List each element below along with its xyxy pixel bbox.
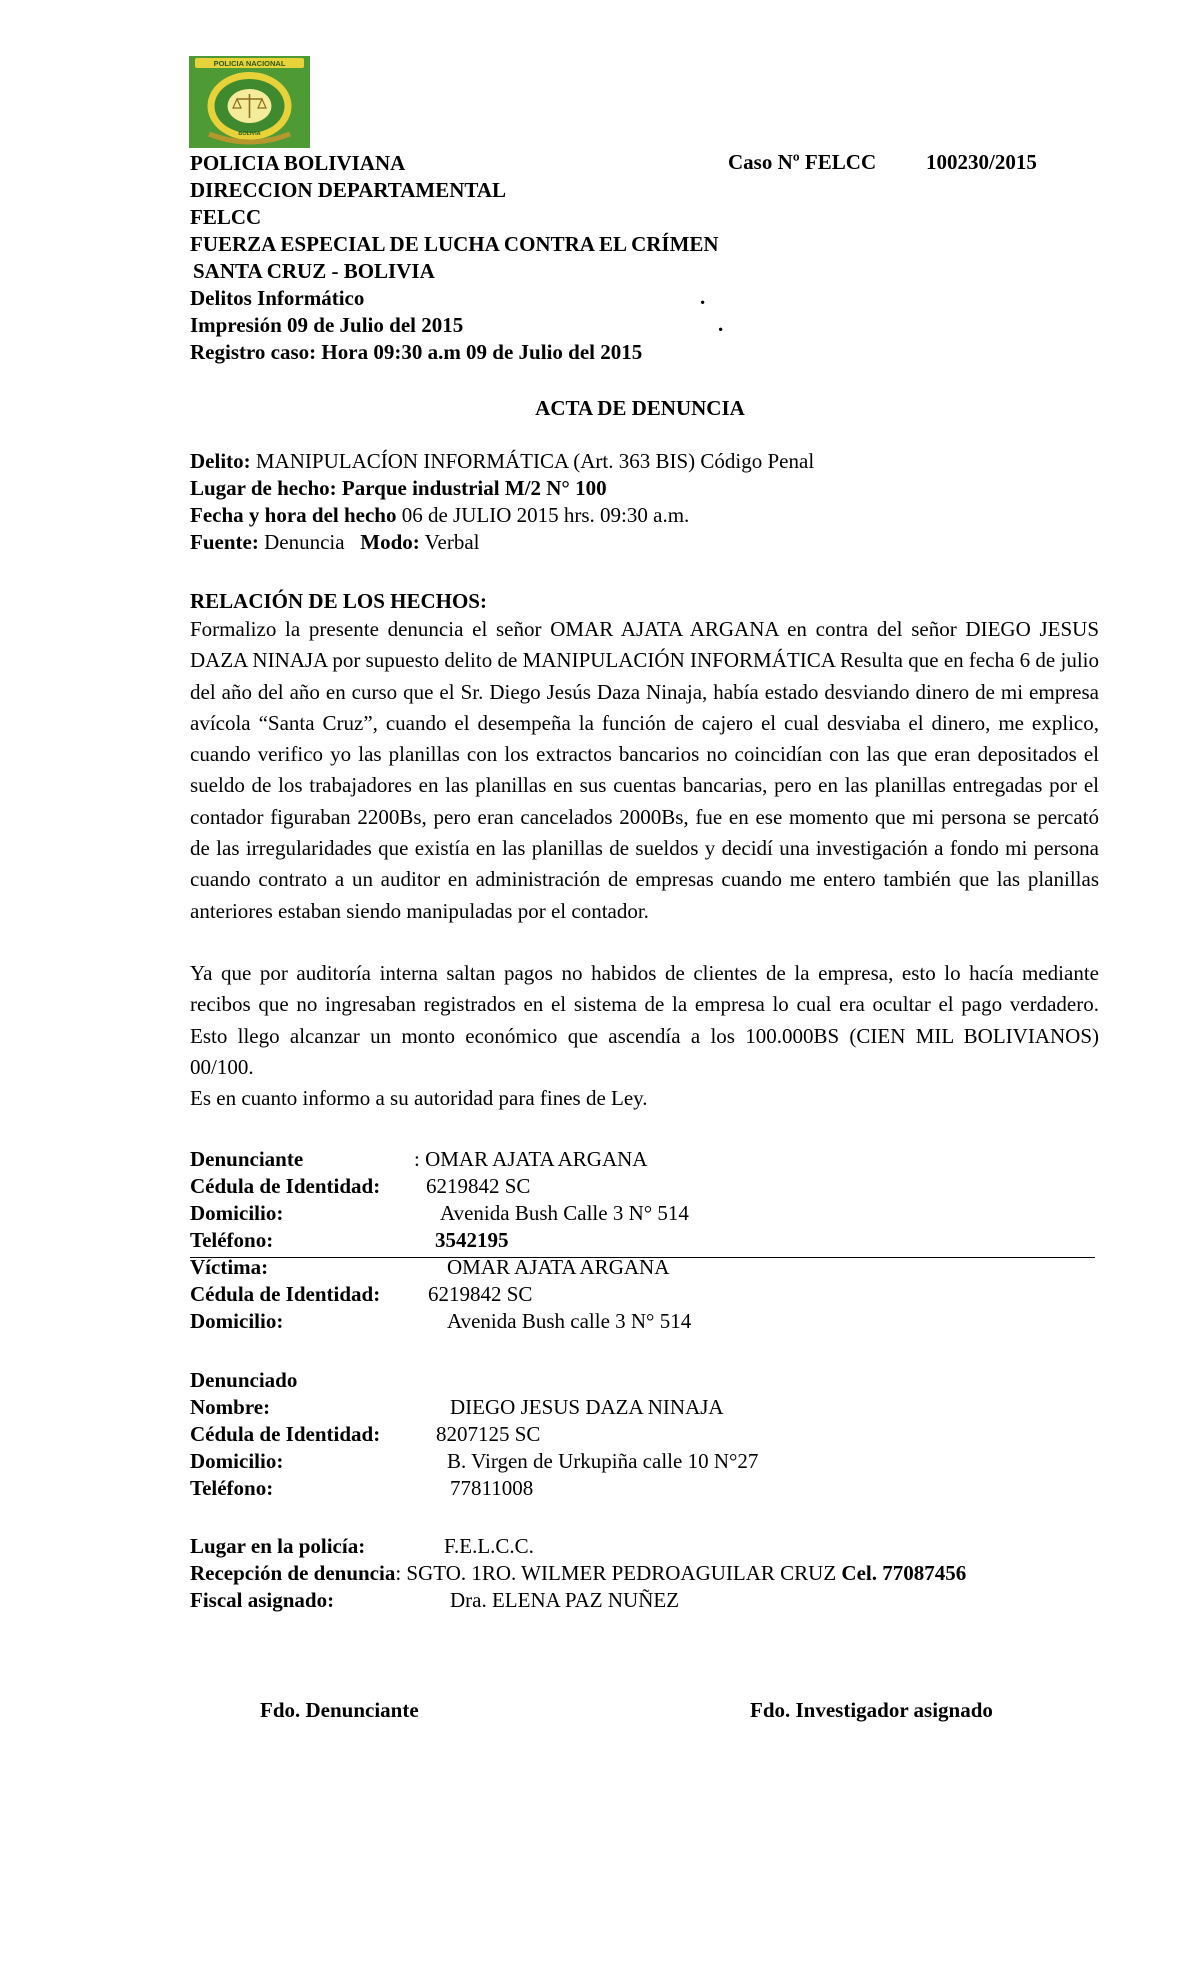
facts-paragraph: Formalizo la presente denuncia el señor OMAR AJATA ARGANA en contra del señor DIEGO JESUS DAZA NINAJA por supuesto delito de MANIPULACIÓN INFORMÁTICA Resulta que en fecha 6 de julio del año del año en curso que el Sr. Diego Jesús Daza Ninaja, había estado desviando dinero de mi empresa avícola “Santa Cruz”, cuando el desempeña la función de cajero el cual desviaba el dinero, me explico, cuando verifico yo las planillas con los extractos bancarios no coincidían con las que eran depositados el sueldo de los trabajadores en las planillas en sus cuentas bancarias, pero en las planillas entregadas por el contador figuraban 2200Bs, pero eran cancelados 2000Bs, fue en ese momento que mi persona se percató de las irregularidades que existía en las planillas de sueldos y decidí una investigación a fondo mi persona cuando contrato a un auditor en administración de empresas cuando me entero también que las planillas anteriores estaban siendo manipuladas por el contador. bbox=[190, 617, 1099, 923]
org-name: POLICIA BOLIVIANA bbox=[190, 151, 406, 175]
accused-phone-row bbox=[190, 1475, 534, 1502]
accused-ci-value: 8207125 SC bbox=[436, 1422, 541, 1446]
victim-ci-label: Cédula de Identidad: bbox=[190, 1282, 381, 1306]
case-label: Caso Nº FELCC bbox=[728, 150, 877, 174]
complainant-value: : OMAR AJATA ARGANA bbox=[414, 1147, 648, 1171]
victim-value: OMAR AJATA ARGANA bbox=[447, 1255, 670, 1279]
facts-heading: RELACIÓN DE LOS HECHOS: bbox=[190, 589, 487, 613]
victim-ci-row bbox=[190, 1281, 533, 1308]
victim-address-label: Domicilio: bbox=[190, 1309, 284, 1333]
accused-name-label: Nombre: bbox=[190, 1395, 271, 1419]
signature-complainant: Fdo. Denunciante bbox=[260, 1698, 419, 1722]
accused-ci-label: Cédula de Identidad: bbox=[190, 1422, 381, 1446]
victim-row bbox=[190, 1254, 670, 1281]
modo-value: Verbal bbox=[419, 530, 480, 554]
complainant-phone-row bbox=[190, 1227, 509, 1254]
accused-phone-value: 77811008 bbox=[450, 1476, 534, 1500]
document-title: ACTA DE DENUNCIA bbox=[535, 396, 745, 420]
delito-label: Delito: bbox=[190, 449, 251, 473]
fuente-label: Fuente: bbox=[190, 530, 259, 554]
unit-name: FELCC bbox=[190, 205, 262, 229]
accused-heading: Denunciado bbox=[190, 1368, 298, 1392]
fecha-line bbox=[190, 502, 689, 529]
complainant-ci-row bbox=[190, 1173, 531, 1200]
fuente-value: Denuncia bbox=[258, 530, 361, 554]
complainant-row bbox=[190, 1146, 648, 1173]
complainant-phone-label: Teléfono: bbox=[190, 1228, 274, 1252]
logo-top-text: POLICIA NACIONAL bbox=[213, 59, 286, 68]
fiscal-label: Fiscal asignado: bbox=[190, 1588, 335, 1612]
accused-address-label: Domicilio: bbox=[190, 1449, 284, 1473]
complainant-phone-value: 3542195 bbox=[435, 1228, 509, 1252]
delito-line bbox=[190, 448, 814, 475]
facts-closing: Es en cuanto informo a su autoridad para fines de Ley. bbox=[190, 1086, 648, 1110]
complainant-address-value: Avenida Bush Calle 3 N° 514 bbox=[440, 1201, 689, 1225]
complainant-address-row bbox=[190, 1200, 689, 1227]
victim-label: Víctima: bbox=[190, 1255, 269, 1279]
dot-mark: . bbox=[700, 285, 706, 309]
accused-name-value: DIEGO JESUS DAZA NINAJA bbox=[450, 1395, 724, 1419]
victim-address-row bbox=[190, 1308, 692, 1335]
complainant-address-label: Domicilio: bbox=[190, 1201, 284, 1225]
facts-paragraph: Ya que por auditoría interna saltan pagos no habidos de clientes de la empresa, esto lo hacía mediante recibos que no ingresaban registrados en el sistema de la empresa lo cual era ocultar el pago verdadero. Esto llego alcanzar un monto económico que ascendía a los 100.000BS (CIEN MIL BOLIVIANOS) 00/100. bbox=[190, 961, 1099, 1079]
fiscal-value: Dra. ELENA PAZ NUÑEZ bbox=[450, 1588, 680, 1612]
logo-bottom-text: BOLIVIA bbox=[238, 131, 261, 137]
victim-ci-value: 6219842 SC bbox=[428, 1282, 533, 1306]
accused-name-row bbox=[190, 1394, 724, 1421]
police-shield-emblem-icon bbox=[189, 56, 310, 148]
division-name: Delitos Informático bbox=[190, 286, 365, 310]
accused-address-value: B. Virgen de Urkupiña calle 10 N°27 bbox=[447, 1449, 759, 1473]
police-place-value: F.E.L.C.C. bbox=[444, 1534, 534, 1558]
fecha-value: 06 de JULIO 2015 hrs. 09:30 a.m. bbox=[396, 503, 690, 527]
location: SANTA CRUZ - BOLIVIA bbox=[193, 259, 435, 283]
reception-label: Recepción de denuncia bbox=[190, 1561, 396, 1585]
accused-address-row bbox=[190, 1448, 759, 1475]
modo-label: Modo: bbox=[360, 530, 420, 554]
print-date: Impresión 09 de Julio del 2015 bbox=[190, 313, 464, 337]
reception-row bbox=[190, 1560, 966, 1587]
fiscal-row bbox=[190, 1587, 680, 1614]
signature-investigator: Fdo. Investigador asignado bbox=[750, 1698, 993, 1722]
fecha-label: Fecha y hora del hecho bbox=[190, 503, 397, 527]
police-place-row bbox=[190, 1533, 534, 1560]
fuente-line bbox=[190, 529, 479, 556]
reception-cel: Cel. 77087456 bbox=[841, 1561, 967, 1585]
delito-value: MANIPULACÍON INFORMÁTICA (Art. 363 BIS) Código Penal bbox=[250, 449, 815, 473]
accused-phone-label: Teléfono: bbox=[190, 1476, 274, 1500]
department-name: DIRECCION DEPARTAMENTAL bbox=[190, 178, 507, 202]
force-name: FUERZA ESPECIAL DE LUCHA CONTRA EL CRÍMEN bbox=[190, 232, 719, 256]
case-reference bbox=[728, 150, 1037, 175]
police-place-label: Lugar en la policía: bbox=[190, 1534, 366, 1558]
complainant-ci-label: Cédula de Identidad: bbox=[190, 1174, 381, 1198]
registry-line: Registro caso: Hora 09:30 a.m 09 de Julio del 2015 bbox=[190, 340, 643, 364]
victim-address-value: Avenida Bush calle 3 N° 514 bbox=[447, 1309, 692, 1333]
accused-ci-row bbox=[190, 1421, 541, 1448]
complainant-ci-value: 6219842 SC bbox=[426, 1174, 531, 1198]
case-number: 100230/2015 bbox=[926, 150, 1037, 174]
dot-mark: . bbox=[718, 312, 724, 336]
lugar-line: Lugar de hecho: Parque industrial M/2 N° 100 bbox=[190, 476, 607, 500]
complainant-label: Denunciante bbox=[190, 1147, 304, 1171]
reception-value: : SGTO. 1RO. WILMER PEDROAGUILAR CRUZ bbox=[395, 1561, 842, 1585]
